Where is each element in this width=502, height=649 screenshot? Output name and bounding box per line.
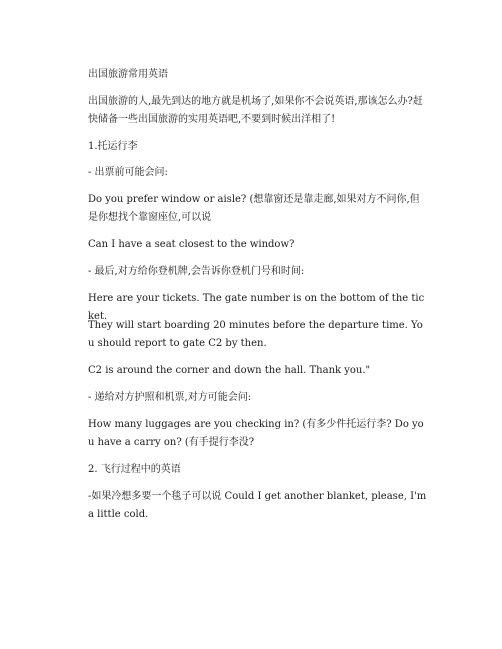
section-heading-checkin: 1.托运行李 [88,141,138,152]
paragraph: Here are your tickets. The gate number is on the bottom of the ticket. [88,293,425,322]
paragraph: - 递给对方护照和机票,对方可能会问: [88,392,252,403]
paragraph: - 出票前可能会问: [88,167,168,178]
paragraph: -如果冷想多要一个毯子可以说 Could I get another blanket, please, I'm a little cold. [88,491,427,520]
document-title: 出国旅游常用英语 [88,69,168,80]
paragraph: Do you prefer window or aisle? (想靠窗还是靠走廊,如果对方不问你,但是你想找个靠窗座位,可以说 [88,194,420,223]
section-heading-inflight: 2. 飞行过程中的英语 [88,464,181,475]
paragraph: C2 is around the corner and down the hall. Thank you." [88,365,371,376]
paragraph: They will start boarding 20 minutes before the departure time. You should report to gate C2 by then. [88,320,423,349]
paragraph: How many luggages are you checking in? (有多少件托运行李? Do you have a carry on? (有手提行李没? [88,419,424,448]
paragraph: - 最后,对方给你登机牌,会告诉你登机门号和时间: [88,266,305,277]
intro-paragraph: 出国旅游的人,最先到达的地方就是机场了,如果你不会说英语,那该怎么办?赶快储备一些出国旅游的实用英语吧,不要到时候出洋相了! [88,96,423,125]
paragraph: Can I have a seat closest to the window? [88,239,295,250]
